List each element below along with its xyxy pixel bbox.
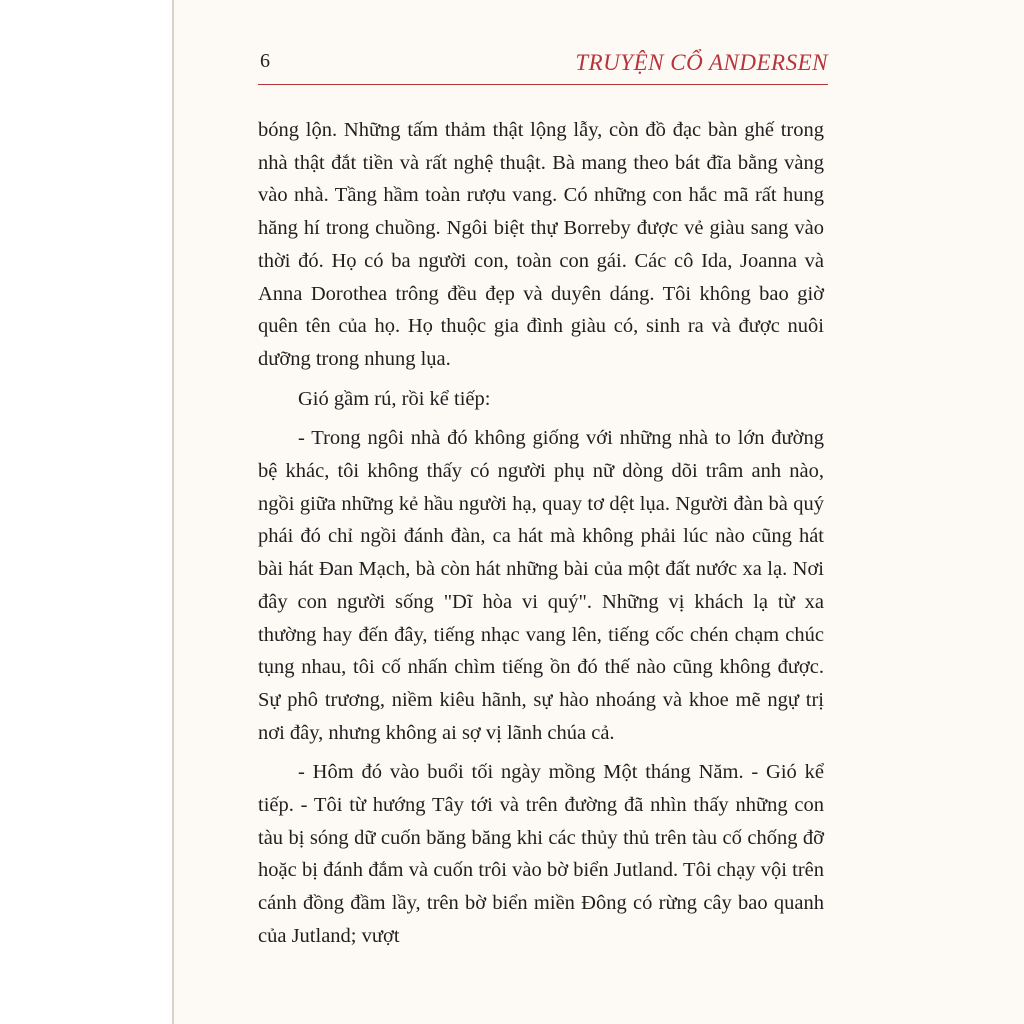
paragraph-1: bóng lộn. Những tấm thảm thật lộng lẫy, còn đồ đạc bàn ghế trong nhà thật đắt tiền và rất nghệ thuật. Bà mang theo bát đĩa bằng vàng vào nhà. Tầng hầm toàn rượu vang. Có những con hắc mã rất hung hăng hí trong chuồng. Ngôi biệt thự Borreby được vẻ giàu sang vào thời đó. Họ có ba người con, toàn con gái. Các cô Ida, Joanna và Anna Dorothea trông đều đẹp và duyên dáng. Tôi không bao giờ quên tên của họ. Họ thuộc gia đình giàu có, sinh ra và được nuôi dưỡng trong nhung lụa. (258, 119, 824, 370)
paragraph-2: Gió gầm rú, rồi kể tiếp: (298, 387, 491, 410)
paragraph-4: - Hôm đó vào buổi tối ngày mồng Một tháng Năm. - Gió kể tiếp. - Tôi từ hướng Tây tới và trên đường đã nhìn thấy những con tàu bị sóng dữ cuốn băng băng khi các thủy thủ trên tàu cố chống đỡ hoặc bị đánh đắm và cuốn trôi vào bờ biển Jutland. Tôi chạy vội trên cánh đồng đầm lầy, trên bờ biển miền Đông có rừng cây bao quanh của Jutland; vượt (258, 761, 824, 947)
page-edge (172, 0, 174, 1024)
body-text (258, 114, 824, 960)
header-rule (258, 84, 828, 85)
paragraph-3: - Trong ngôi nhà đó không giống với những nhà to lớn đường bệ khác, tôi không thấy có người phụ nữ dòng dõi trâm anh nào, ngồi giữa những kẻ hầu người hạ, quay tơ dệt lụa. Người đàn bà quý phái đó chỉ ngồi đánh đàn, ca hát mà không phải lúc nào cũng hát bài hát Đan Mạch, bà còn hát những bài của một đất nước xa lạ. Nơi đây con người sống "Dĩ hòa vi quý". Những vị khách lạ từ xa thường hay đến đây, tiếng nhạc vang lên, tiếng cốc chén chạm chúc tụng nhau, tôi cố nhấn chìm tiếng ồn đó thế nào cũng không được. Sự phô trương, niềm kiêu hãnh, sự hào nhoáng và khoe mẽ ngự trị nơi đây, nhưng không ai sợ vị lãnh chúa cả. (258, 427, 824, 744)
page-number: 6 (260, 50, 270, 72)
page-header (258, 50, 828, 80)
running-title: TRUYỆN CỔ ANDERSEN (575, 50, 828, 75)
